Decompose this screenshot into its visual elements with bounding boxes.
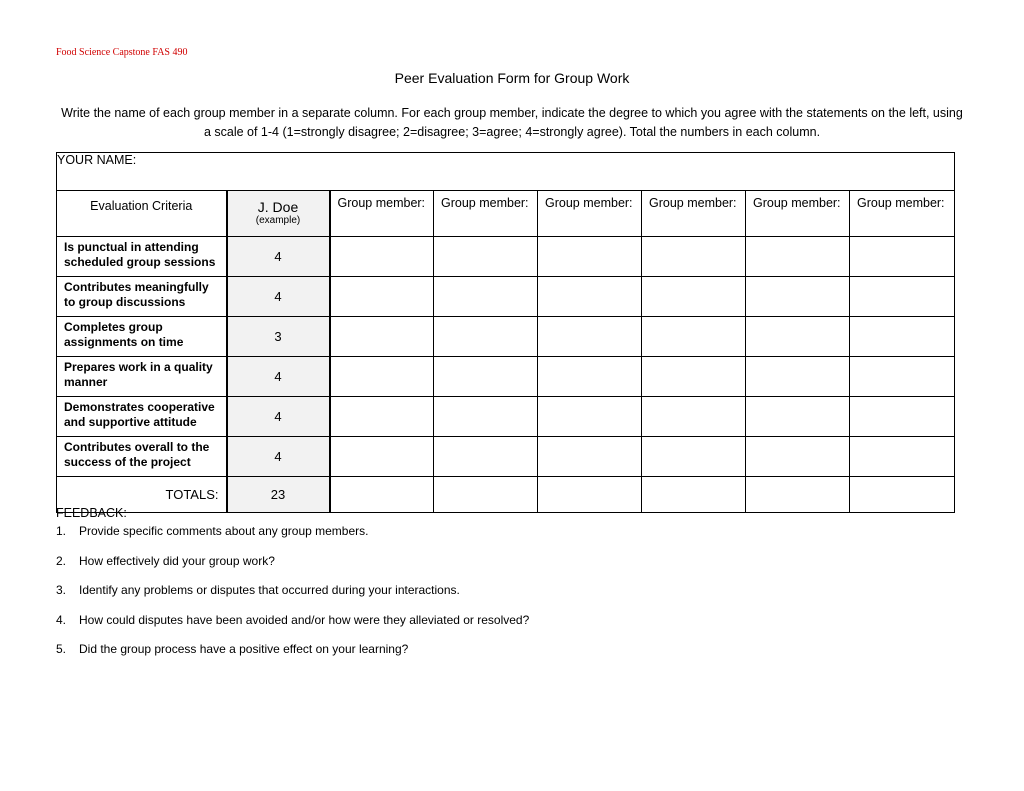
table-row — [57, 317, 955, 357]
total-cell[interactable] — [330, 477, 434, 513]
score-cell[interactable] — [746, 437, 850, 477]
criterion-label: Contributes meaningfully to group discussions — [57, 277, 227, 317]
example-name: J. Doe — [257, 199, 299, 215]
score-cell[interactable] — [642, 357, 746, 397]
score-cell[interactable] — [850, 397, 955, 437]
group-member-header[interactable]: Group member: — [330, 191, 434, 237]
score-cell[interactable] — [746, 397, 850, 437]
criterion-label: Is punctual in attending scheduled group sessions — [57, 237, 227, 277]
evaluation-table — [56, 152, 955, 513]
score-cell[interactable] — [434, 397, 538, 437]
total-cell[interactable] — [850, 477, 955, 513]
course-header-note: Food Science Capstone FAS 490 — [56, 47, 188, 58]
score-cell[interactable] — [434, 277, 538, 317]
criterion-label: Contributes overall to the success of the project — [57, 437, 227, 477]
list-item — [56, 642, 529, 672]
score-cell[interactable] — [538, 357, 642, 397]
score-cell[interactable] — [850, 237, 955, 277]
score-cell[interactable] — [642, 437, 746, 477]
example-score: 3 — [227, 317, 330, 357]
instructions-text: Write the name of each group member in a separate column. For each group member, indicate the degree to which you agree with the statements on the left, using a scale of 1-4 (1=strongly disagree; 2=disagree; 3=agree; 4=strongly agree). Total the numbers in each column. — [61, 106, 963, 139]
score-cell[interactable] — [642, 277, 746, 317]
score-cell[interactable] — [330, 357, 434, 397]
score-cell[interactable] — [434, 357, 538, 397]
criteria-header: Evaluation Criteria — [57, 191, 227, 237]
totals-label: TOTALS: — [57, 477, 227, 513]
header-row — [57, 191, 955, 237]
group-member-header[interactable]: Group member: — [642, 191, 746, 237]
score-cell[interactable] — [538, 397, 642, 437]
table-row — [57, 237, 955, 277]
score-cell[interactable] — [538, 317, 642, 357]
criterion-label: Completes group assignments on time — [57, 317, 227, 357]
list-item — [56, 524, 529, 554]
feedback-list — [56, 524, 529, 672]
score-cell[interactable] — [434, 237, 538, 277]
list-text: Provide specific comments about any group members. — [79, 524, 369, 538]
example-score: 4 — [227, 437, 330, 477]
feedback-title: FEEDBACK: — [56, 506, 127, 520]
list-text: How could disputes have been avoided and/or how were they alleviated or resolved? — [79, 612, 530, 627]
table-row — [57, 437, 955, 477]
example-note: (example) — [255, 215, 301, 226]
list-text: Identify any problems or disputes that occurred during your interactions. — [79, 583, 460, 597]
score-cell[interactable] — [434, 317, 538, 357]
table-row — [57, 357, 955, 397]
group-member-header[interactable]: Group member: — [746, 191, 850, 237]
list-item — [56, 613, 529, 643]
example-score: 4 — [227, 277, 330, 317]
score-cell[interactable] — [330, 237, 434, 277]
example-header — [227, 191, 330, 237]
criterion-label: Demonstrates cooperative and supportive attitude — [57, 397, 227, 437]
example-score: 4 — [227, 237, 330, 277]
score-cell[interactable] — [434, 437, 538, 477]
list-number: 4. — [56, 612, 67, 627]
total-cell[interactable] — [538, 477, 642, 513]
score-cell[interactable] — [850, 277, 955, 317]
group-member-header[interactable]: Group member: — [434, 191, 538, 237]
score-cell[interactable] — [538, 237, 642, 277]
list-item — [56, 554, 529, 584]
page-title: Peer Evaluation Form for Group Work — [394, 70, 630, 86]
score-cell[interactable] — [850, 437, 955, 477]
example-score: 4 — [227, 397, 330, 437]
your-name-row — [57, 153, 955, 191]
score-cell[interactable] — [746, 277, 850, 317]
totals-row — [57, 477, 955, 513]
group-member-header[interactable]: Group member: — [538, 191, 642, 237]
score-cell[interactable] — [746, 317, 850, 357]
list-text: Did the group process have a positive effect on your learning? — [79, 642, 409, 656]
score-cell[interactable] — [538, 437, 642, 477]
score-cell[interactable] — [642, 397, 746, 437]
score-cell[interactable] — [850, 357, 955, 397]
score-cell[interactable] — [642, 317, 746, 357]
score-cell[interactable] — [330, 277, 434, 317]
list-text: How effectively did your group work? — [79, 553, 275, 568]
score-cell[interactable] — [746, 237, 850, 277]
your-name-label: YOUR NAME: — [57, 153, 137, 167]
score-cell[interactable] — [642, 237, 746, 277]
score-cell[interactable] — [330, 317, 434, 357]
group-member-header[interactable]: Group member: — [850, 191, 955, 237]
total-cell[interactable] — [434, 477, 538, 513]
list-number: 3. — [56, 583, 67, 597]
score-cell[interactable] — [330, 397, 434, 437]
score-cell[interactable] — [850, 317, 955, 357]
total-cell[interactable] — [746, 477, 850, 513]
score-cell[interactable] — [538, 277, 642, 317]
list-number: 5. — [56, 642, 67, 656]
example-total: 23 — [227, 477, 330, 513]
table-row — [57, 397, 955, 437]
list-number: 2. — [56, 553, 67, 568]
criterion-label: Prepares work in a quality manner — [57, 357, 227, 397]
your-name-field[interactable] — [57, 153, 955, 191]
table-row — [57, 277, 955, 317]
score-cell[interactable] — [330, 437, 434, 477]
example-score: 4 — [227, 357, 330, 397]
list-item — [56, 583, 529, 613]
list-number: 1. — [56, 524, 67, 538]
score-cell[interactable] — [746, 357, 850, 397]
total-cell[interactable] — [642, 477, 746, 513]
